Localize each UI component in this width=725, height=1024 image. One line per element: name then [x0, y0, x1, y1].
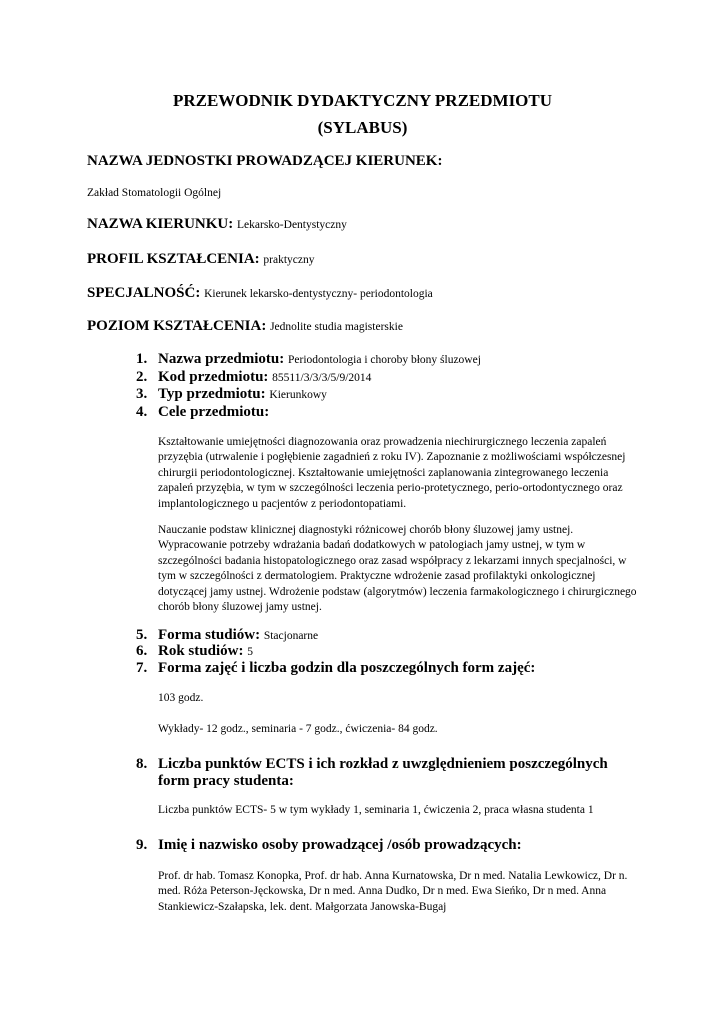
item-value: Periodontologia i choroby błony śluzowej [287, 354, 481, 366]
field-heading [87, 216, 347, 233]
goals-paragraph-1: Kształtowanie umiejętności diagnozowania oraz prowadzenia niechirurgicznego leczenia zapaleń przyzębia (utrwalenie i pogłębienie zagadnień z roku IV). Zapoznanie z możliwościami współczesnej chirurgii periodontologicznej. Kształtowanie umiejętności zaplanowania zintegrowanego leczenia zapaleń przyzębia, w tym w szczególności leczenia perio-protetycznego, perio-ortodontycznego oraz implantologicznego u pacjentów z periodontopatiami. [158, 436, 626, 510]
item-number: 3. [136, 386, 148, 402]
item-course-type [158, 386, 327, 403]
unit-heading [87, 153, 442, 170]
item-label: Typ przedmiotu: [158, 386, 266, 402]
document-subtitle: (SYLABUS) [317, 118, 408, 137]
item-class-forms [158, 660, 535, 677]
item-label: Forma studiów: [158, 627, 261, 643]
item-label: Kod przedmiotu: [158, 369, 269, 385]
item-study-year [158, 643, 253, 660]
item-course-code [158, 369, 371, 386]
field-value: Lekarsko-Dentystyczny [237, 219, 347, 231]
item-number: 7. [136, 660, 148, 676]
field-label: NAZWA KIERUNKU: [87, 216, 234, 232]
item-number: 8. [136, 756, 148, 772]
level-heading [87, 318, 403, 335]
hours-total: 103 godz. [158, 692, 204, 704]
level-label: POZIOM KSZTAŁCENIA: [87, 318, 267, 334]
hours-breakdown: Wykłady- 12 godz., seminaria - 7 godz., ćwiczenia- 84 godz. [158, 723, 438, 735]
item-number: 5. [136, 627, 148, 643]
profile-label: PROFIL KSZTAŁCENIA: [87, 251, 260, 267]
item-goals [158, 404, 269, 421]
item-number: 1. [136, 351, 148, 367]
item-label: Rok studiów: [158, 643, 244, 659]
specialty-label: SPECJALNOŚĆ: [87, 285, 201, 301]
item-number: 6. [136, 643, 148, 659]
level-value: Jednolite studia magisterskie [270, 321, 403, 333]
teachers-value: Prof. dr hab. Tomasz Konopka, Prof. dr hab. Anna Kurnatowska, Dr n med. Natalia Lewkowicz, Dr n. med. Róża Peterson-Jęckowska, Dr n med. Anna Dudko, Dr n med. Ewa Sieńko, Dr n med. Anna Stankiewicz-Szałapska, lek. dent. Małgorzata Janowska-Bugaj [158, 870, 628, 913]
item-number: 9. [136, 837, 148, 853]
profile-value: praktyczny [263, 254, 315, 266]
item-number: 4. [136, 404, 148, 420]
item-label: Nazwa przedmiotu: [158, 351, 285, 367]
item-ects [158, 756, 638, 790]
item-label: Liczba punktów ECTS i ich rozkład z uwzględnieniem poszczególnych form pracy studenta: [158, 756, 608, 789]
unit-label: NAZWA JEDNOSTKI PROWADZĄCEJ KIERUNEK: [87, 153, 443, 169]
item-course-name [158, 351, 481, 368]
unit-value: Zakład Stomatologii Ogólnej [87, 187, 222, 199]
item-teachers [158, 837, 522, 854]
item-value: Kierunkowy [269, 389, 327, 401]
specialty-heading [87, 285, 433, 302]
item-number: 2. [136, 369, 148, 385]
profile-heading [87, 251, 315, 268]
item-label: Imię i nazwisko osoby prowadzącej /osób prowadzących: [158, 837, 522, 853]
item-value: 5 [247, 646, 253, 658]
item-study-form [158, 627, 318, 644]
document-title: PRZEWODNIK DYDAKTYCZNY PRZEDMIOTU [172, 91, 553, 110]
goals-paragraph-2: Nauczanie podstaw klinicznej diagnostyki różnicowej chorób błony śluzowej jamy ustnej. Wypracowanie potrzeby wdrażania badań dodatkowych w patologiach jamy ustnej, w tym w szczególności badania histopatologicznego oraz zasad współpracy z lekarzami innych specjalności, w tym w szczególności z dermatologiem. Praktyczne wdrożenie zasad profilaktyki onkologicznej dotyczącej jamy ustnej. Wdrożenie podstaw (algorytmów) leczenia farmakologicznego i chirurgicznego chorób błony śluzowej jamy ustnej. [158, 524, 637, 614]
item-value: Stacjonarne [263, 630, 319, 642]
specialty-value: Kierunek lekarsko-dentystyczny- periodontologia [204, 288, 433, 300]
ects-value: Liczba punktów ECTS- 5 w tym wykłady 1, seminaria 1, ćwiczenia 2, praca własna studenta 1 [158, 804, 594, 816]
item-label: Forma zajęć i liczba godzin dla poszczególnych form zajęć: [158, 660, 536, 676]
item-label: Cele przedmiotu: [158, 404, 270, 420]
item-value: 85511/3/3/3/5/9/2014 [272, 372, 372, 384]
